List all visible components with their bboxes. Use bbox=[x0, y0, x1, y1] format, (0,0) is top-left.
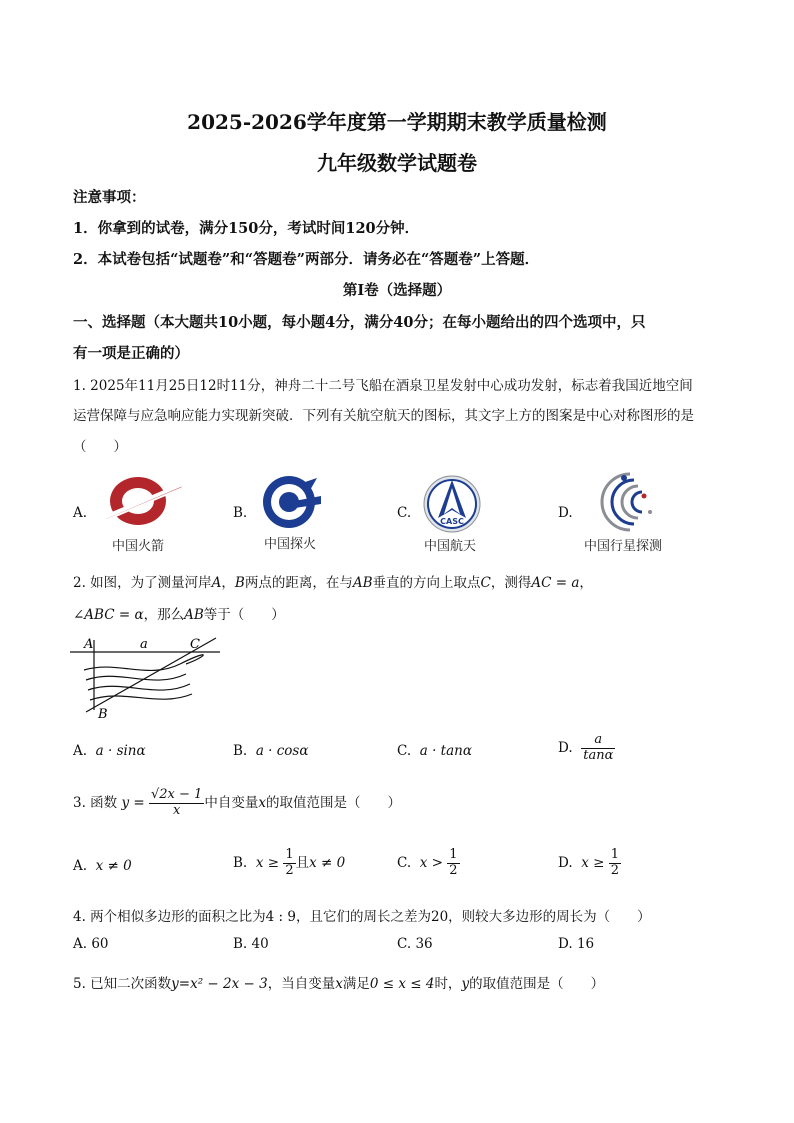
q3-option-b-mid: 且 bbox=[295, 854, 310, 871]
q2-option-d-fraction bbox=[581, 733, 615, 764]
q1-option-a-caption: 中国火箭 bbox=[112, 539, 165, 554]
q1-option-a-letter[interactable]: A. bbox=[73, 505, 88, 521]
q5-text-d: 时， bbox=[434, 976, 462, 992]
q1-option-d-caption: 中国行星探测 bbox=[584, 539, 663, 554]
q3-option-a-letter: A. bbox=[73, 858, 88, 874]
q4-option-c-letter: C. bbox=[397, 936, 412, 952]
q2-text-7: 等于（ ） bbox=[203, 607, 285, 623]
q1-stem-line-2: 运营保障与应急响应能力实现新突破．下列有关航空航天的图标，其文字上方的图案是中心对称图形的是 bbox=[73, 408, 694, 424]
q1-option-b-caption: 中国探火 bbox=[264, 537, 317, 552]
mars-exploration-logo-icon bbox=[259, 474, 323, 532]
q1-option-c-letter[interactable]: C. bbox=[397, 505, 412, 521]
q2-option-a-expr: a · sinα bbox=[95, 743, 146, 759]
q3-option-b[interactable] bbox=[233, 848, 345, 879]
q2-option-b-letter: B. bbox=[233, 743, 248, 759]
q3-option-a[interactable] bbox=[73, 858, 132, 874]
q2-option-d-letter: D. bbox=[558, 739, 573, 756]
q2-var-b: B bbox=[234, 575, 245, 591]
q4-diff: 20 bbox=[430, 909, 449, 925]
part-title: 第Ⅰ卷（选择题） bbox=[342, 282, 452, 299]
q3-fraction bbox=[149, 788, 204, 819]
figure-label-c: C bbox=[190, 637, 200, 652]
q5-text-b: ，当自变量 bbox=[267, 976, 336, 992]
figure-label-a-point: A bbox=[84, 637, 94, 652]
q5-text-e: 的取值范围是（ ） bbox=[469, 976, 605, 992]
q3-y-eq: y = bbox=[121, 794, 145, 811]
q4-option-b-letter: B. bbox=[233, 936, 248, 952]
q3-option-b-letter: B. bbox=[233, 854, 248, 871]
section-heading-line-1: 一、选择题（本大题共10小题，每小题4分，满分40分；在每小题给出的四个选项中，只 bbox=[73, 314, 646, 331]
q3-option-b-pre: x ≥ bbox=[255, 854, 280, 871]
q5-text-a: 5. 已知二次函数 bbox=[73, 976, 172, 992]
q3-prefix: 3. 函数 bbox=[73, 794, 118, 811]
notes-item-2: 2．本试卷包括“试题卷”和“答题卷”两部分．请务必在“答题卷”上答题． bbox=[73, 251, 540, 268]
q3-option-c-pre: x > bbox=[419, 854, 443, 871]
figure-label-a-length: a bbox=[140, 637, 148, 652]
q2-var-c: C bbox=[480, 575, 491, 591]
q2-option-d[interactable] bbox=[558, 733, 615, 764]
q2-text-1: 2. 如图，为了测量河岸 bbox=[73, 575, 212, 591]
q2-option-a-letter: A. bbox=[73, 743, 88, 759]
q3-denominator: x bbox=[172, 802, 181, 818]
q4-option-a-letter: A. bbox=[73, 936, 88, 952]
q3-stem bbox=[73, 788, 401, 819]
q4-option-d-letter: D. bbox=[558, 936, 573, 952]
q4-option-c-value: 36 bbox=[415, 936, 433, 952]
q3-option-c-den: 2 bbox=[449, 862, 458, 878]
q5-stem bbox=[73, 972, 604, 992]
q4-option-c[interactable] bbox=[397, 936, 433, 952]
q3-option-d-den: 2 bbox=[610, 862, 620, 878]
q3-option-d[interactable] bbox=[558, 848, 621, 879]
q3-option-c[interactable] bbox=[397, 848, 460, 879]
q2-option-d-den: tanα bbox=[583, 747, 614, 763]
q3-option-d-fraction bbox=[609, 848, 621, 879]
q2-sep: ， bbox=[221, 575, 235, 591]
notes-heading: 注意事项： bbox=[73, 189, 146, 206]
figure-label-b: B bbox=[98, 707, 108, 722]
q1-stem-line-3: （ ） bbox=[73, 439, 127, 455]
q3-option-c-letter: C. bbox=[397, 854, 412, 871]
q4-option-a-value: 60 bbox=[91, 936, 109, 952]
q3-var: x bbox=[258, 794, 266, 811]
q5-range: 0 ≤ x ≤ 4 bbox=[369, 976, 435, 992]
q1-option-c-caption: 中国航天 bbox=[424, 539, 477, 554]
q2-var-ab-2: AB bbox=[184, 607, 204, 623]
q2-stem-line-1 bbox=[73, 571, 593, 591]
q4-option-a[interactable] bbox=[73, 936, 109, 952]
q3-option-a-expr: x ≠ 0 bbox=[95, 858, 132, 874]
casc-logo-icon bbox=[422, 474, 482, 534]
q1-stem-line-1: 1. 2025年11月25日12时11分，神舟二十二号飞船在酒泉卫星发射中心成功发射，标志着我国近地空间 bbox=[73, 378, 693, 394]
q2-option-b[interactable] bbox=[233, 743, 308, 759]
q2-option-a[interactable] bbox=[73, 743, 146, 759]
q2-text-2: 两点的距离，在与 bbox=[244, 575, 353, 591]
q3-option-d-num: 1 bbox=[610, 847, 620, 862]
q1-option-b-letter[interactable]: B. bbox=[233, 505, 248, 521]
q3-numerator: √2x − 1 bbox=[151, 787, 203, 802]
q3-option-d-pre: x ≥ bbox=[581, 854, 605, 871]
q2-ac-eq: AC = a bbox=[531, 575, 580, 591]
q4-option-b-value: 40 bbox=[251, 936, 269, 952]
q2-option-c-expr: a · tanα bbox=[419, 743, 472, 759]
q2-text-4: ，测得 bbox=[490, 575, 532, 591]
q4-text-c: ，则较大多边形的周长为（ ） bbox=[448, 909, 651, 925]
q3-suffix-b: 的取值范围是（ ） bbox=[265, 794, 401, 811]
planetary-exploration-logo-icon bbox=[600, 472, 660, 532]
q4-option-d[interactable] bbox=[558, 936, 594, 952]
q3-suffix-a: 中自变量 bbox=[204, 794, 259, 811]
q4-stem bbox=[73, 905, 651, 925]
q2-option-d-num: a bbox=[581, 733, 615, 749]
casc-logo-text: CASC bbox=[440, 517, 464, 526]
section-heading-line-2: 有一项是正确的） bbox=[73, 345, 189, 362]
q4-option-b[interactable] bbox=[233, 936, 269, 952]
q2-angle-expr: ∠ABC = α bbox=[73, 607, 144, 623]
q1-option-d-letter[interactable]: D. bbox=[558, 505, 573, 521]
q2-text-5: ， bbox=[579, 575, 593, 591]
q4-text-a: 4. 两个相似多边形的面积之比为 bbox=[73, 909, 266, 925]
q3-option-b-den: 2 bbox=[285, 862, 294, 878]
q5-var: x bbox=[335, 976, 343, 992]
q2-var-a: A bbox=[211, 575, 222, 591]
q4-text-b: ，且它们的周长之差为 bbox=[295, 909, 431, 925]
rocket-logo-icon bbox=[98, 474, 188, 532]
q2-text-6: ，那么 bbox=[143, 607, 185, 623]
q4-option-d-value: 16 bbox=[576, 936, 595, 952]
q2-option-b-expr: a · cosα bbox=[255, 743, 309, 759]
exam-subtitle: 九年级数学试题卷 bbox=[317, 151, 477, 175]
q5-text-c: 满足 bbox=[342, 976, 370, 992]
q2-text-3: 垂直的方向上取点 bbox=[372, 575, 481, 591]
q3-option-d-letter: D. bbox=[558, 854, 573, 871]
q3-option-c-num: 1 bbox=[449, 847, 458, 862]
exam-title: 2025-2026学年度第一学期期末教学质量检测 bbox=[187, 110, 607, 134]
q3-option-b-fraction bbox=[283, 848, 295, 879]
q3-option-b-num: 1 bbox=[285, 847, 294, 862]
q3-option-c-fraction bbox=[447, 848, 459, 879]
q2-var-ab: AB bbox=[352, 575, 373, 591]
q5-y: y bbox=[461, 976, 470, 992]
q5-func: y=x² − 2x − 3 bbox=[171, 976, 268, 992]
q2-option-c-letter: C. bbox=[397, 743, 412, 759]
river-figure bbox=[68, 632, 228, 722]
q4-ratio: 4 : 9 bbox=[265, 909, 296, 925]
q3-option-b-post: x ≠ 0 bbox=[309, 854, 346, 871]
notes-item-1: 1．你拿到的试卷，满分150分，考试时间120分钟． bbox=[73, 220, 420, 237]
q2-option-c[interactable] bbox=[397, 743, 472, 759]
q2-stem-line-2 bbox=[73, 603, 285, 623]
